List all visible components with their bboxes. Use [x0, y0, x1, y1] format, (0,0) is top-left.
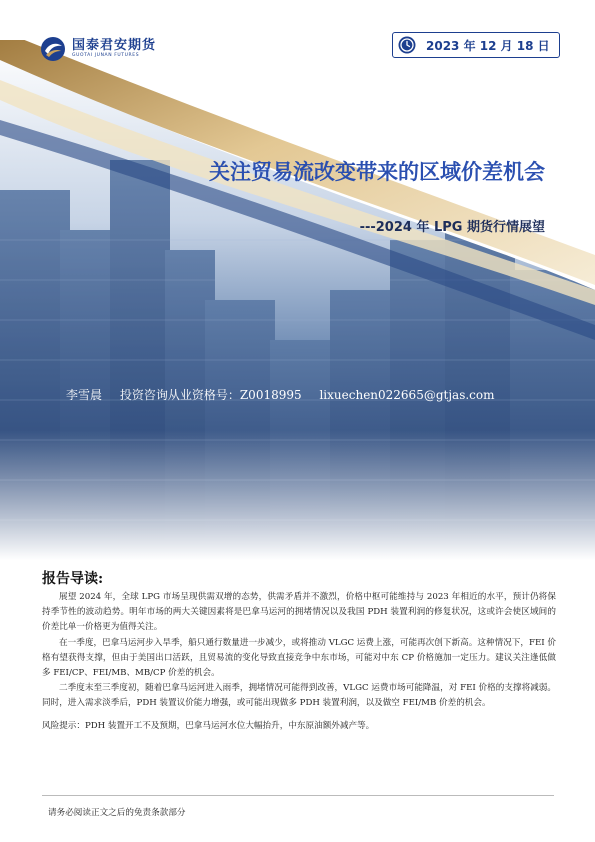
- guide-heading: 报告导读:: [42, 571, 104, 587]
- logo-name-cn: 国泰君安期货: [72, 38, 157, 53]
- cover-hero-image: [0, 40, 595, 560]
- author-license: 投资咨询从业资格号：Z0018995: [119, 388, 302, 402]
- author-line: [66, 386, 509, 403]
- guide-paragraph: 展望 2024 年，全球 LPG 市场呈现供需双增的态势，供需矛盾并不激烈，价格中枢可能维持与 2023 年相近的水平，预计仍将保持季节性的波动趋势。明年市场的两大关键因素将是巴拿马运河的拥堵情况以及我国 PDH 装置利润的修复状况，这或许会使区域间的价差比单一价格更为值得关注。: [42, 592, 556, 633]
- guide-paragraph: 二季度末至三季度初，随着巴拿马运河进入雨季，拥堵情况可能得到改善，VLGC 运费市场可能降温，对 FEI 价格的支撑将减弱。同时，进入需求淡季后，PDH 装置议价能力增强，或可能出现做多 PDH 装置利润，以及做空 FEI/MB 价差的机会。: [42, 683, 556, 709]
- clock-icon: [398, 36, 416, 54]
- report-date-box: [392, 32, 560, 58]
- report-title: 关注贸易流改变带来的区域价差机会: [209, 160, 545, 184]
- author-email: lixuechen022665@gtjas.com: [319, 388, 495, 402]
- logo-name-en: GUOTAI JUNAN FUTURES: [72, 53, 140, 58]
- guide-paragraph: 在一季度，巴拿马运河步入旱季，船只通行数量进一步减少，或将推动 VLGC 运费上涨，可能再次创下新高。这种情况下，FEI 价格有望获得支撑，但由于美国出口活跃，且贸易流的变化导致直接竞争中东市场，可能对中东 CP 价格施加一定压力。建议关注逢低做多 FEI/CP、FEI/MB、MB/CP 价差的机会。: [42, 637, 556, 679]
- footer-divider: [42, 795, 554, 796]
- risk-warning: 风险提示：PDH 装置开工不及预期，巴拿马运河水位大幅抬升，中东原油额外减产等。: [42, 720, 375, 731]
- company-logo: [40, 36, 156, 62]
- report-date: 2023 年 12 月 18 日: [426, 38, 550, 53]
- disclaimer-note: 请务必阅读正文之后的免责条款部分: [48, 808, 186, 818]
- report-subtitle: ---2024 年 LPG 期货行情展望: [359, 220, 545, 235]
- author-name: 李雪晨: [66, 388, 103, 402]
- guide-body: [42, 590, 556, 734]
- company-logo-mark: [40, 36, 66, 62]
